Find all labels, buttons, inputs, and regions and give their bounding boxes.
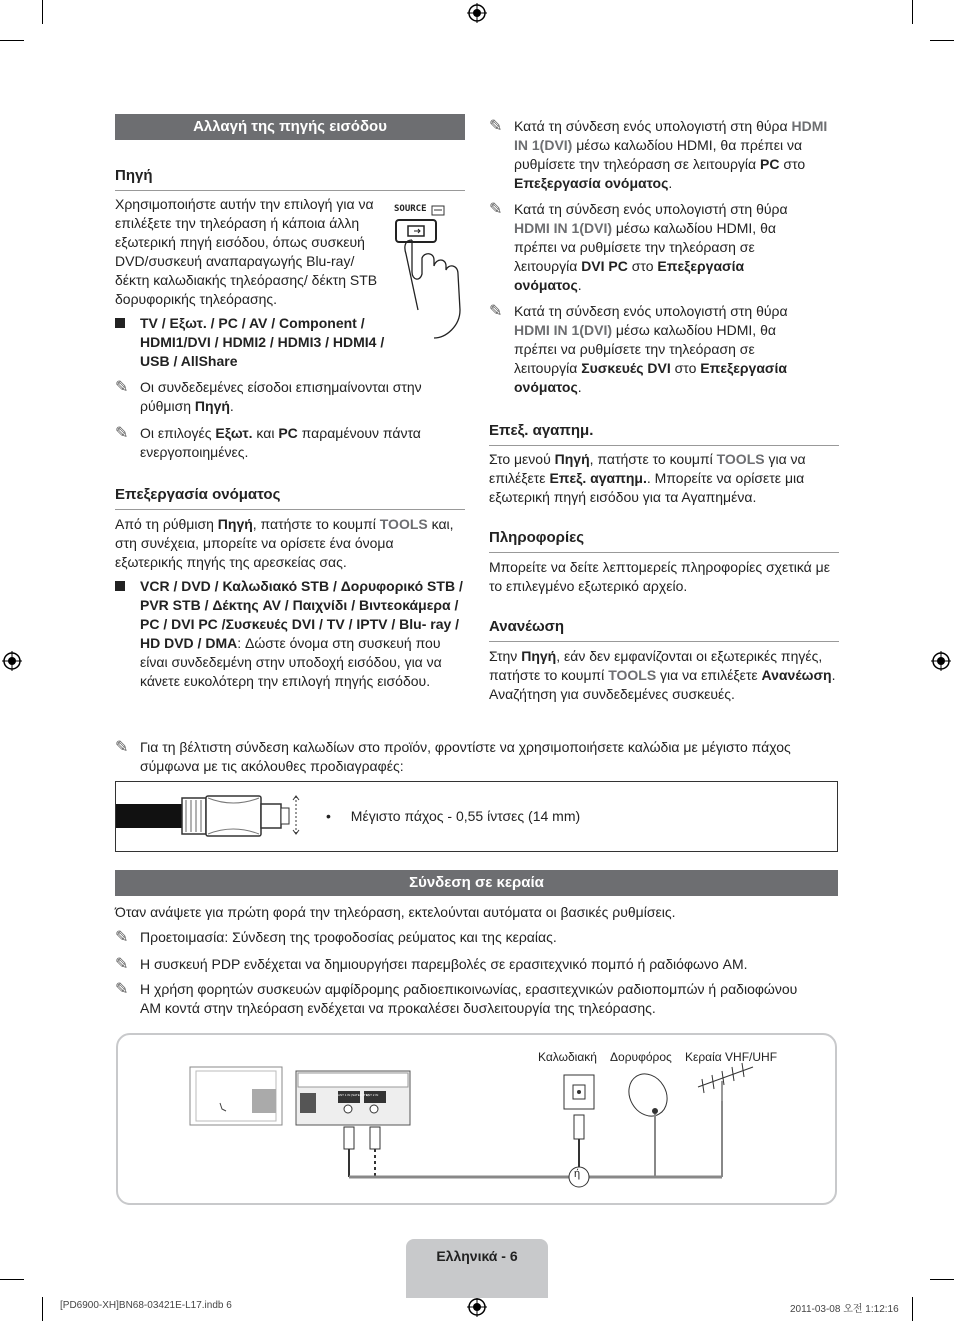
note-text: στο bbox=[779, 156, 806, 172]
note-preparation bbox=[115, 928, 838, 947]
note-pencil-icon: ✎ bbox=[115, 739, 129, 756]
note-connected-inputs bbox=[115, 378, 465, 416]
note-pencil-icon: ✎ bbox=[489, 201, 503, 218]
cable-spec-item bbox=[326, 808, 580, 824]
note-text: Η χρήση φορητών συσκευών αμφίδρομης ραδιοεπικοινωνίας, ερασιτεχνικών ραδιοπομπών ή ραδιοφώνου AM κοντά στην τηλεόραση ενδέχεται να προκαλέσει δυσλειτουργία της τηλεόρασης. bbox=[140, 981, 798, 1016]
crop-mark bbox=[0, 1279, 24, 1280]
crop-mark bbox=[912, 0, 913, 24]
para-text: για να επιλέξετε bbox=[656, 667, 762, 683]
para-text: και, στη συνέχεια, μπορείτε να ορίσετε ένα όνομα εξωτερικής πηγής της αρεσκείας σας. bbox=[115, 516, 454, 570]
bullet-square-icon bbox=[115, 318, 125, 328]
section-title-bar bbox=[115, 114, 465, 140]
para-text: Στην bbox=[489, 648, 522, 664]
note-pencil-icon: ✎ bbox=[115, 425, 129, 442]
note-pencil-icon: ✎ bbox=[489, 303, 503, 320]
note-text: Η συσκευή PDP ενδέχεται να δημιουργήσει παρεμβολές σε ερασιτεχνικό πομπό ή ραδιόφωνο AM. bbox=[140, 956, 748, 972]
para-bold: Ανανέωση bbox=[761, 667, 832, 683]
note-pencil-icon: ✎ bbox=[115, 956, 129, 973]
note-bold: Πηγή bbox=[194, 398, 230, 414]
edit-name-paragraph bbox=[115, 515, 465, 572]
note-always-enabled bbox=[115, 424, 465, 462]
para-bold: Πηγή bbox=[521, 648, 557, 664]
registration-mark-top bbox=[467, 3, 487, 23]
source-paragraph: Χρησιμοποιήστε αυτήν την επιλογή για να επιλέξετε την τηλεόραση ή κάποια άλλη εξωτερική πηγή εισόδου, όπως συσκευή DVD/συσκευή αναπαραγωγής Blu-ray/δέκτη καλωδιακής τηλεόρασης/ δέκτη STB δορυφορικής τηλεόρασης. bbox=[115, 196, 378, 307]
note-dvi-pc bbox=[489, 200, 799, 295]
note-text: παραμένουν πάντα ενεργοποιημένες. bbox=[140, 425, 421, 460]
device-list-text: VCR / DVD / Καλωδιακό STB / Δορυφορικό STB / PVR STB / Δέκτης AV / Παιχνίδι / Βιντεοκάμερα / PC / DVI PC /Συσκευές DVI / TV / IPTV / Blu- ray / HD DVD / DMA bbox=[140, 578, 463, 651]
para-text: Από τη ρύθμιση bbox=[115, 516, 218, 532]
source-button-label: SOURCE bbox=[394, 204, 427, 214]
note-text: μέσω καλωδίου HDMI, θα πρέπει να ρυθμίσετε την τηλεόραση σε λειτουργία bbox=[514, 137, 803, 172]
note-text: Οι συνδεδεμένες είσοδοι επισημαίνονται στην ρύθμιση bbox=[140, 379, 422, 414]
crop-mark bbox=[930, 1279, 954, 1280]
registration-mark-right bbox=[931, 651, 951, 671]
antenna-connection-diagram bbox=[116, 1033, 837, 1205]
para-text: , εάν δεν εμφανίζονται οι εξωτερικές πηγές, πατήστε το κουμπί bbox=[489, 648, 823, 683]
edit-name-list-item bbox=[115, 577, 465, 691]
note-dvi-devices bbox=[489, 302, 819, 397]
note-pc-hdmi bbox=[489, 117, 839, 193]
source-list-text: TV / Εξωτ. / PC / AV / Component / HDMI1/DVI / HDMI2 / HDMI3 / HDMI4 / USB / AllShare bbox=[140, 315, 385, 369]
port-label-ant1: ANT 1 IN (SATELLITE) bbox=[338, 1093, 369, 1097]
note-bold: Εξωτ. bbox=[215, 425, 253, 441]
para-text: . Αναζήτηση για συνδεδεμένες συσκευές. bbox=[489, 667, 836, 702]
information-paragraph: Μπορείτε να δείτε λεπτομερείς πληροφορίες σχετικά με το επιλεγμένο εξωτερικό αρχείο. bbox=[489, 559, 830, 594]
note-bold: PC bbox=[278, 425, 298, 441]
note-bold: PC bbox=[760, 156, 780, 172]
para-text: , πατήστε το κουμπί bbox=[589, 451, 717, 467]
note-text: Προετοιμασία: Σύνδεση της τροφοδοσίας ρεύματος και της κεραίας. bbox=[140, 929, 557, 945]
section-title: Αλλαγή της πηγής εισόδου bbox=[193, 118, 387, 135]
para-text: . Μπορείτε να ορίσετε μια εξωτερική πηγή εισόδου για τα Αγαπημένα. bbox=[489, 470, 805, 505]
favorites-heading: Επεξ. αγαπημ. bbox=[489, 422, 839, 446]
note-bold: Επεξεργασία ονόματος bbox=[514, 175, 669, 191]
label-or: ή bbox=[574, 1168, 581, 1180]
note-bold: DVI PC bbox=[581, 258, 628, 274]
crop-mark bbox=[42, 0, 43, 24]
note-text: στο bbox=[627, 258, 658, 274]
bullet-square-icon bbox=[115, 581, 125, 591]
note-cable-thickness bbox=[115, 738, 815, 776]
note-text: Για τη βέλτιστη σύνδεση καλωδίων στο προϊόν, φροντίστε να χρησιμοποιήσετε καλώδια με μέγιστο πάχος σύμφωνα με τις ακόλουθες προδιαγραφές: bbox=[140, 739, 791, 774]
device-list-description: : Δώστε όνομα στη συσκευή που είναι συνδεδεμένη στην υποδοχή εισόδου, για να κάνετε ευκολότερη την επιλογή πηγής εισόδου. bbox=[140, 635, 442, 689]
edit-name-heading: Επεξεργασία ονόματος bbox=[115, 486, 465, 510]
port-label-ant2: ANT 2 IN bbox=[366, 1093, 379, 1097]
refresh-heading: Ανανέωση bbox=[489, 618, 839, 642]
refresh-paragraph bbox=[489, 647, 839, 704]
note-radio-malfunction bbox=[115, 980, 815, 1018]
crop-mark bbox=[930, 40, 954, 41]
favorites-paragraph bbox=[489, 450, 839, 507]
note-pencil-icon: ✎ bbox=[115, 379, 129, 396]
note-text: . bbox=[229, 398, 234, 414]
cable-spec-box bbox=[115, 781, 838, 852]
antenna-section-title-bar bbox=[115, 870, 838, 896]
file-info: [PD6900-XH]BN68-03421E-L17.indb 6 bbox=[60, 1300, 232, 1311]
crop-mark bbox=[42, 1297, 43, 1321]
note-text: . bbox=[577, 277, 582, 293]
note-text: στο bbox=[670, 360, 701, 376]
page-number: Ελληνικά - 6 bbox=[436, 1248, 518, 1264]
note-text: Κατά τη σύνδεση ενός υπολογιστή στη θύρα bbox=[514, 201, 788, 217]
note-pencil-icon: ✎ bbox=[115, 981, 129, 998]
note-text: Κατά τη σύνδεση ενός υπολογιστή στη θύρα bbox=[514, 303, 788, 319]
note-pdp-interference bbox=[115, 955, 838, 974]
para-bold: Πηγή bbox=[217, 516, 253, 532]
print-timestamp: 2011-03-08 오전 1:12:16 bbox=[790, 1304, 899, 1315]
note-pencil-icon: ✎ bbox=[115, 929, 129, 946]
note-text: Οι επιλογές bbox=[140, 425, 216, 441]
note-text: και bbox=[252, 425, 279, 441]
hand-pressing-button-icon bbox=[390, 200, 470, 340]
source-list-item bbox=[115, 314, 385, 371]
registration-mark-bottom bbox=[467, 1297, 487, 1317]
note-text: . bbox=[577, 379, 582, 395]
tools-button-label: TOOLS bbox=[716, 451, 765, 467]
page-number-tab bbox=[406, 1239, 548, 1298]
note-bold: Επεξεργασία ονόματος bbox=[514, 258, 745, 293]
note-text: . bbox=[668, 175, 673, 191]
tools-button-label: TOOLS bbox=[608, 667, 657, 683]
label-vhf-uhf-antenna: Κεραία VHF/UHF bbox=[685, 1050, 778, 1064]
hdmi-cable-connector-icon bbox=[116, 782, 316, 851]
para-bold: Επεξ. αγαπημ. bbox=[549, 470, 647, 486]
label-cable: Καλωδιακή bbox=[538, 1050, 597, 1064]
crop-mark bbox=[912, 1297, 913, 1321]
registration-mark-left bbox=[2, 651, 22, 671]
section-title: Σύνδεση σε κεραία bbox=[409, 874, 544, 891]
para-text: , πατήστε το κουμπί bbox=[252, 516, 380, 532]
crop-mark bbox=[0, 40, 24, 41]
source-heading: Πηγή bbox=[115, 167, 465, 191]
hdmi-port-label: HDMI IN 1(DVI) bbox=[514, 220, 612, 236]
bullet-dot-icon: • bbox=[326, 808, 331, 824]
antenna-intro: Όταν ανάψετε για πρώτη φορά την τηλεόραση, εκτελούνται αυτόματα οι βασικές ρυθμίσεις. bbox=[115, 904, 676, 920]
para-text: Στο μενού bbox=[489, 451, 555, 467]
note-text: μέσω καλωδίου HDMI, θα πρέπει να ρυθμίσετε την τηλεόραση σε λειτουργία bbox=[514, 220, 776, 274]
note-text: μέσω καλωδίου HDMI, θα πρέπει να ρυθμίσετε την τηλεόραση σε λειτουργία bbox=[514, 322, 776, 376]
hdmi-port-label: HDMI IN 1(DVI) bbox=[514, 322, 612, 338]
cable-spec-text: Μέγιστο πάχος - 0,55 ίντσες (14 mm) bbox=[350, 808, 581, 824]
note-pencil-icon: ✎ bbox=[489, 118, 503, 135]
note-bold: Επεξεργασία ονόματος bbox=[514, 360, 788, 395]
note-bold: Συσκευές DVI bbox=[581, 360, 671, 376]
label-satellite: Δορυφόρος bbox=[610, 1050, 672, 1064]
tools-button-label: TOOLS bbox=[379, 516, 428, 532]
note-text: Κατά τη σύνδεση ενός υπολογιστή στη θύρα bbox=[514, 118, 792, 134]
source-remote-illustration bbox=[390, 200, 470, 340]
para-bold: Πηγή bbox=[554, 451, 590, 467]
information-heading: Πληροφορίες bbox=[489, 529, 839, 553]
para-text: για να επιλέξετε bbox=[489, 451, 806, 486]
hdmi-port-label: HDMI IN 1(DVI) bbox=[514, 118, 828, 153]
antenna-wiring-illustration bbox=[118, 1035, 835, 1203]
